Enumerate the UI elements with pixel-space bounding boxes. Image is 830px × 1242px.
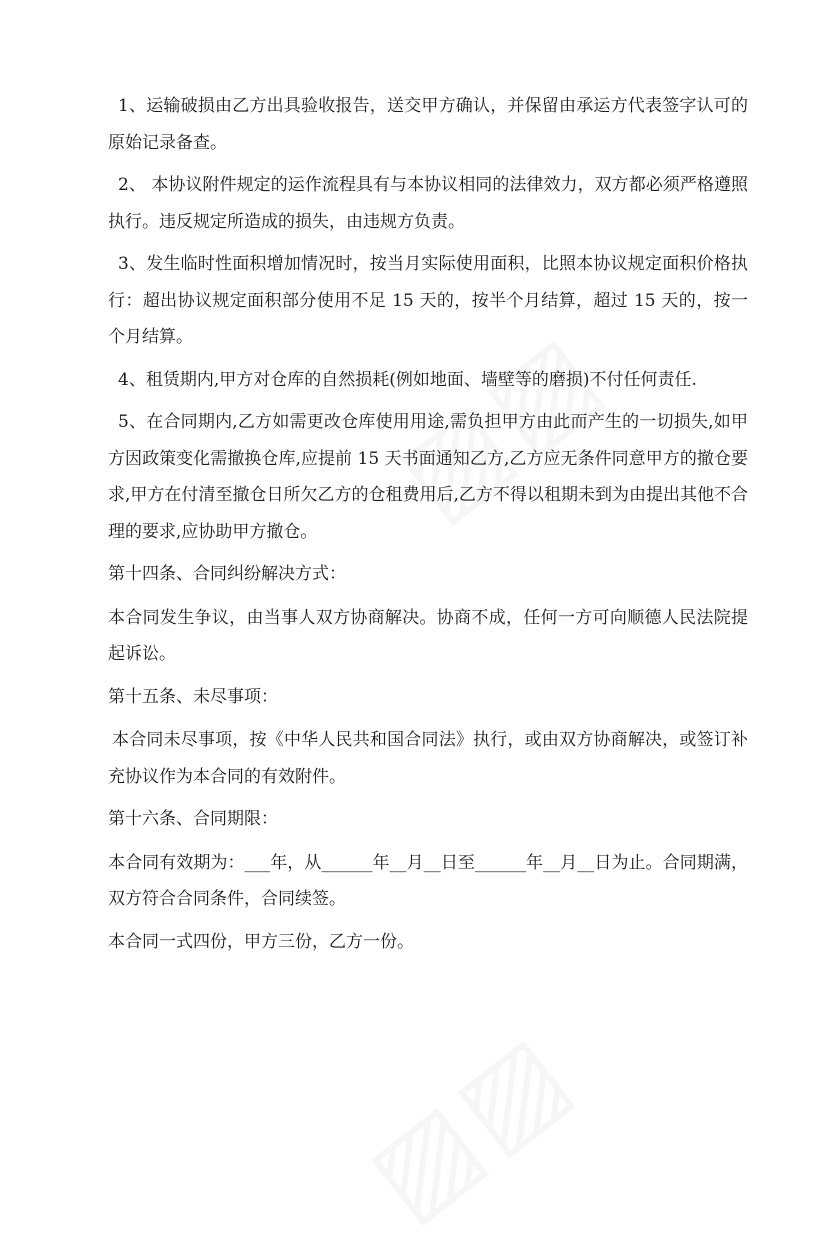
article-16-body: 本合同有效期为：___年，从______年__月__日至______年__月__日为止。合同期满，双方符合合同条件，合同续签。 [108, 852, 748, 909]
article-14-heading: 第十四条、合同纠纷解决方式： [108, 564, 346, 584]
watermark [344, 1006, 596, 1242]
article-15-body: 本合同未尽事项，按《中华人民共和国合同法》执行，或由双方协商解决，或签订补充协议作为本合同的有效附件。 [108, 730, 748, 787]
article-15-heading: 第十五条、未尽事项： [108, 686, 278, 707]
clause-item-2: 2、 本协议附件规定的运作流程具有与本协议相同的法律效力，双方都必须严格遵照执行。违反规定所造成的损失，由违规方负责。 [108, 175, 748, 232]
clause-item-4: 4、租赁期内,甲方对仓库的自然损耗(例如地面、墙壁等的磨损)不付任何责任. [118, 369, 697, 390]
clause-item-5: 5、在合同期内,乙方如需更改仓库使用用途,需负担甲方由此而产生的一切损失,如甲方因政策变化需撤换仓库,应提前 15 天书面通知乙方,乙方应无条件同意甲方的撤仓要求,甲方在付清至撤仓日所欠乙方的仓租费用后,乙方不得以租期未到为由提出其他不合理的要求,应协助甲方撤仓。 [108, 412, 748, 542]
clause-item-1: 1、运输破损由乙方出具验收报告，送交甲方确认，并保留由承运方代表签字认可的原始记录备查。 [108, 96, 748, 153]
document-body [108, 88, 748, 966]
clause-item-3: 3、发生临时性面积增加情况时，按当月实际使用面积，比照本协议规定面积价格执行：超出协议规定面积部分使用不足 15 天的，按半个月结算，超过 15 天的，按一个月结算。 [108, 254, 748, 347]
copies-statement: 本合同一式四份，甲方三份，乙方一份。 [108, 931, 414, 952]
article-14-body: 本合同发生争议，由当事人双方协商解决。协商不成，任何一方可向顺德人民法院提起诉讼。 [108, 607, 748, 664]
article-16-heading: 第十六条、合同期限： [108, 809, 278, 829]
